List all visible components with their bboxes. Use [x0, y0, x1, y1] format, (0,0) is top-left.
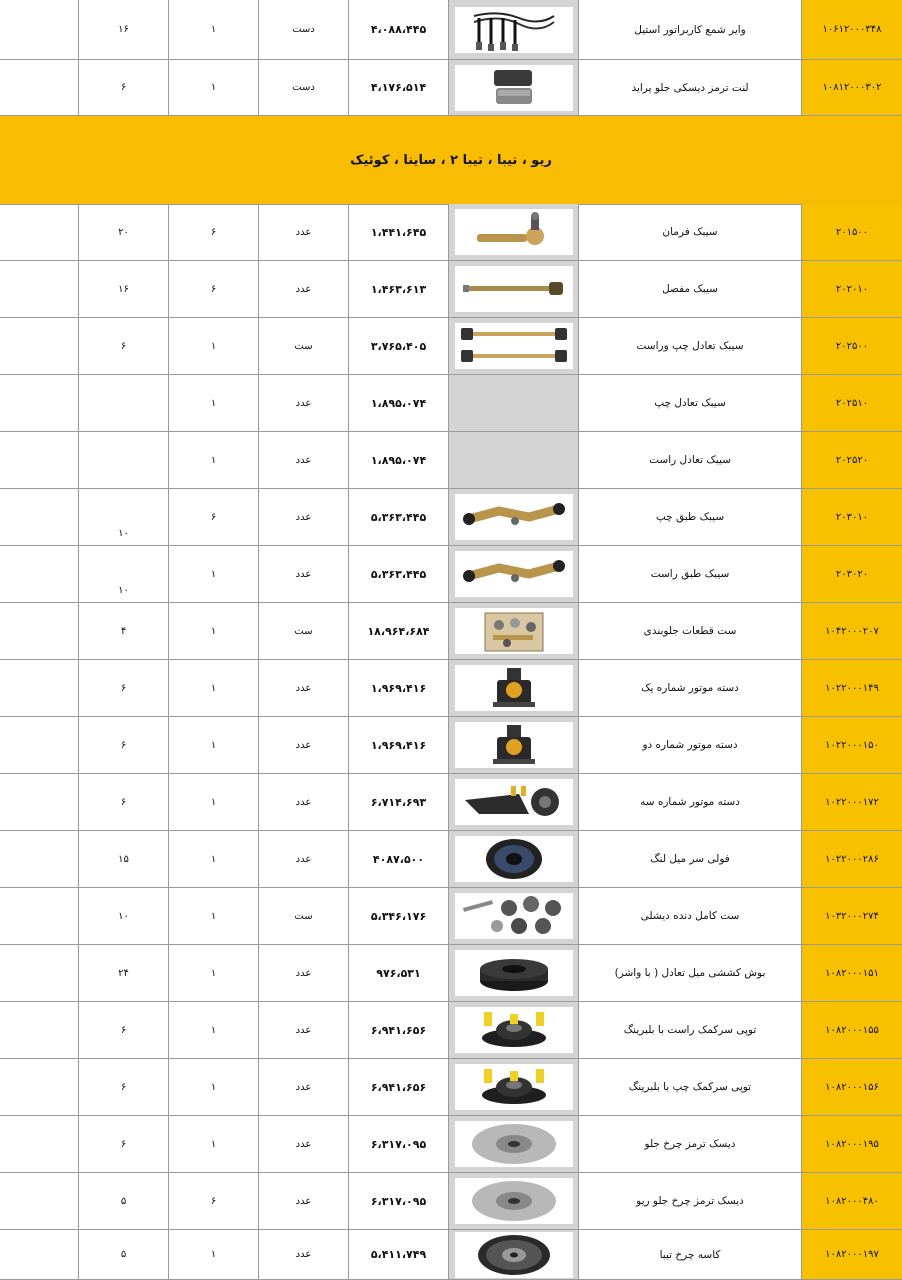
product-code: ۲۰۲۵۱۰: [801, 375, 902, 431]
stock-cell: [0, 489, 78, 545]
product-code: ۱۰۸۲۰۰۰۴۸۰: [801, 1173, 902, 1229]
unit-label: عدد: [258, 432, 348, 488]
pack-count: ۱: [168, 1230, 258, 1279]
product-image-cell: [448, 717, 578, 773]
stock-quantity: ۵: [78, 1173, 168, 1229]
product-name: سیبک تعادل چپ وراست: [578, 318, 801, 374]
product-name: سیبک طبق چپ: [578, 489, 801, 545]
table-row: [0, 660, 902, 717]
stock-quantity: ۶: [78, 60, 168, 115]
price: ۱،۴۴۱،۶۴۵: [348, 204, 448, 260]
product-image-cell: [448, 1173, 578, 1229]
table-row: [0, 774, 902, 831]
price: ۴۰۸۷،۵۰۰: [348, 831, 448, 887]
table-row: [0, 318, 902, 375]
stock-cell: [0, 1059, 78, 1115]
empty-image-slot: [455, 437, 573, 483]
stock-cell: [0, 717, 78, 773]
product-name: سیبک مفصل: [578, 261, 801, 317]
product-image-cell: [448, 831, 578, 887]
product-image-cell: [448, 945, 578, 1001]
stock-cell: [0, 1002, 78, 1058]
product-code: ۲۰۲۵۲۰: [801, 432, 902, 488]
price: ۱،۴۶۳،۶۱۳: [348, 261, 448, 317]
product-code: ۱۰۸۲۰۰۰۱۹۵: [801, 1116, 902, 1172]
differential-gears-icon: [455, 893, 573, 939]
stock-quantity: ۶: [78, 660, 168, 716]
table-row: [0, 603, 902, 660]
price: ۶،۷۱۴،۶۹۳: [348, 774, 448, 830]
price: ۱،۸۹۵،۰۷۴: [348, 375, 448, 431]
pack-count: ۱: [168, 0, 258, 59]
unit-label: عدد: [258, 1173, 348, 1229]
pack-count: ۶: [168, 489, 258, 545]
empty-image-slot: [455, 380, 573, 426]
product-name: سیبک تعادل چپ: [578, 375, 801, 431]
pack-count: ۱: [168, 1116, 258, 1172]
stock-cell: [0, 546, 78, 602]
unit-label: ست: [258, 603, 348, 659]
product-image-cell: [448, 261, 578, 317]
product-name: بوش کششی میل تعادل ( با واشر): [578, 945, 801, 1001]
table-row: [0, 546, 902, 603]
pack-count: ۱: [168, 774, 258, 830]
product-name: لنت ترمز دیسکی جلو پراید: [578, 60, 801, 115]
engine-mount-icon: [455, 665, 573, 711]
product-image-cell: [448, 204, 578, 260]
product-name: سیبک فرمان: [578, 204, 801, 260]
stock-quantity: ۲۰: [78, 204, 168, 260]
pulley-icon: [455, 836, 573, 882]
bushing-icon: [455, 950, 573, 996]
product-code: ۱۰۲۲۰۰۰۱۷۲: [801, 774, 902, 830]
stock-cell: [0, 831, 78, 887]
table-row: [0, 1230, 902, 1280]
inner-tie-rod-icon: [455, 266, 573, 312]
stock-quantity: ۶: [78, 318, 168, 374]
product-code: ۱۰۲۲۰۰۰۱۴۹: [801, 660, 902, 716]
product-code: ۱۰۸۱۲۰۰۰۳۰۲: [801, 60, 902, 115]
stock-quantity: ۱۶: [78, 261, 168, 317]
product-code: ۱۰۸۲۰۰۰۱۵۶: [801, 1059, 902, 1115]
stock-cell: [0, 261, 78, 317]
brake-pad-icon: [455, 65, 573, 111]
unit-label: عدد: [258, 945, 348, 1001]
section-banner: [0, 116, 902, 205]
product-code: ۱۰۸۲۰۰۰۱۹۷: [801, 1230, 902, 1279]
pack-count: ۱: [168, 945, 258, 1001]
stock-cell: [0, 318, 78, 374]
price: ۵،۳۶۳،۴۴۵: [348, 489, 448, 545]
pack-count: ۱: [168, 888, 258, 944]
unit-label: عدد: [258, 1116, 348, 1172]
product-code: ۲۰۱۵۰۰: [801, 204, 902, 260]
pack-count: ۱: [168, 603, 258, 659]
product-image-cell: [448, 546, 578, 602]
stabilizer-links-icon: [455, 323, 573, 369]
product-image-cell: [448, 774, 578, 830]
unit-label: عدد: [258, 1002, 348, 1058]
pack-count: ۶: [168, 1173, 258, 1229]
stock-cell: [0, 888, 78, 944]
stock-cell: [0, 432, 78, 488]
pack-count: ۱: [168, 375, 258, 431]
product-image-cell: [448, 1059, 578, 1115]
price: ۱،۹۶۹،۴۱۶: [348, 660, 448, 716]
pack-count: ۱: [168, 60, 258, 115]
stock-cell: [0, 1116, 78, 1172]
unit-label: عدد: [258, 717, 348, 773]
product-image-cell: [448, 660, 578, 716]
stock-quantity: ۶: [78, 1116, 168, 1172]
unit-label: دست: [258, 0, 348, 59]
pack-count: ۱: [168, 1059, 258, 1115]
product-image-cell: [448, 489, 578, 545]
suspension-kit-icon: [455, 608, 573, 654]
stock-quantity: ۵: [78, 1230, 168, 1279]
pack-count: ۱: [168, 546, 258, 602]
tie-rod-end-icon: [455, 209, 573, 255]
unit-label: ست: [258, 888, 348, 944]
product-name: دسته موتور شماره سه: [578, 774, 801, 830]
product-name: فولی سر میل لنگ: [578, 831, 801, 887]
product-image-cell: [448, 432, 578, 488]
product-name: دسته موتور شماره یک: [578, 660, 801, 716]
unit-label: عدد: [258, 1059, 348, 1115]
stock-cell: [0, 1173, 78, 1229]
unit-label: عدد: [258, 489, 348, 545]
product-code: ۲۰۳۰۲۰: [801, 546, 902, 602]
stock-cell: [0, 774, 78, 830]
product-code: ۱۰۴۲۰۰۰۲۰۷: [801, 603, 902, 659]
unit-label: عدد: [258, 774, 348, 830]
stock-cell: [0, 204, 78, 260]
product-image-cell: [448, 603, 578, 659]
product-code: ۲۰۲۵۰۰: [801, 318, 902, 374]
table-row: [0, 261, 902, 318]
stock-quantity: [78, 432, 168, 488]
product-name: توپی سرکمک راست با بلبرینگ: [578, 1002, 801, 1058]
stock-quantity: ۶: [78, 1059, 168, 1115]
product-name: کاسه چرخ تیبا: [578, 1230, 801, 1279]
product-code: ۲۰۳۰۱۰: [801, 489, 902, 545]
price: ۱۸،۹۶۴،۶۸۴: [348, 603, 448, 659]
unit-label: عدد: [258, 261, 348, 317]
engine-mount-icon: [455, 722, 573, 768]
pack-count: ۶: [168, 261, 258, 317]
stock-quantity: ۶: [78, 1002, 168, 1058]
table-row: [0, 1059, 902, 1116]
product-code: ۱۰۲۲۰۰۰۲۸۶: [801, 831, 902, 887]
unit-label: عدد: [258, 831, 348, 887]
price: ۶،۳۱۷،۰۹۵: [348, 1173, 448, 1229]
table-row: [0, 432, 902, 489]
price: ۹۷۶،۵۳۱: [348, 945, 448, 1001]
control-arm-icon: [455, 494, 573, 540]
pack-count: ۱: [168, 717, 258, 773]
price: ۵،۳۴۶،۱۷۶: [348, 888, 448, 944]
unit-label: عدد: [258, 1230, 348, 1279]
unit-label: عدد: [258, 660, 348, 716]
table-row: [0, 888, 902, 945]
price: ۶،۹۴۱،۶۵۶: [348, 1002, 448, 1058]
product-code: ۲۰۲۰۱۰: [801, 261, 902, 317]
table-row: [0, 375, 902, 432]
product-image-cell: [448, 888, 578, 944]
product-code: ۱۰۶۱۲۰۰۰۳۴۸: [801, 0, 902, 59]
stock-cell: [0, 375, 78, 431]
pack-count: ۱: [168, 432, 258, 488]
price: ۵،۴۱۱،۷۴۹: [348, 1230, 448, 1279]
section-title: ریو ، تیبا ، تیبا ۲ ، ساینا ، کوئیک: [350, 152, 552, 168]
stock-cell: [0, 660, 78, 716]
pack-count: ۶: [168, 204, 258, 260]
price: ۳،۷۶۵،۴۰۵: [348, 318, 448, 374]
stock-cell: [0, 945, 78, 1001]
pack-count: ۱: [168, 318, 258, 374]
product-name: دیسک ترمز چرخ جلو: [578, 1116, 801, 1172]
stock-cell: [0, 603, 78, 659]
price: ۱،۸۹۵،۰۷۴: [348, 432, 448, 488]
product-image-cell: [448, 318, 578, 374]
product-image-cell: [448, 0, 578, 59]
price: ۵،۳۶۳،۴۴۵: [348, 546, 448, 602]
unit-label: عدد: [258, 204, 348, 260]
table-row: [0, 831, 902, 888]
product-name: ست کامل دنده دیشلی: [578, 888, 801, 944]
product-name: وایر شمع کاربراتور استیل: [578, 0, 801, 59]
stock-quantity: ۴: [78, 603, 168, 659]
stock-cell: [0, 60, 78, 115]
product-code: ۱۰۲۲۰۰۰۱۵۰: [801, 717, 902, 773]
price: ۶،۹۴۱،۶۵۶: [348, 1059, 448, 1115]
unit-label: دست: [258, 60, 348, 115]
product-code: ۱۰۸۲۰۰۰۱۵۱: [801, 945, 902, 1001]
unit-label: ست: [258, 318, 348, 374]
strut-mount-icon: [455, 1007, 573, 1053]
table-row: [0, 60, 902, 116]
pack-count: ۱: [168, 1002, 258, 1058]
brake-disc-icon: [455, 1178, 573, 1224]
pack-count: ۱: [168, 831, 258, 887]
spark-wires-icon: [455, 7, 573, 53]
product-name: سیبک طبق راست: [578, 546, 801, 602]
price: ۴،۰۸۸،۴۴۵: [348, 0, 448, 59]
stock-quantity: ۱۰: [78, 489, 168, 545]
table-row: [0, 945, 902, 1002]
stock-quantity: ۱۰: [78, 546, 168, 602]
table-row: [0, 204, 902, 261]
engine-mount-bracket-icon: [455, 779, 573, 825]
stock-quantity: ۶: [78, 717, 168, 773]
strut-mount-icon: [455, 1064, 573, 1110]
product-code: ۱۰۳۲۰۰۰۲۷۴: [801, 888, 902, 944]
unit-label: عدد: [258, 375, 348, 431]
table-row: [0, 1002, 902, 1059]
table-row: [0, 717, 902, 774]
brake-drum-icon: [455, 1232, 573, 1278]
product-name: ست قطعات جلوبندی: [578, 603, 801, 659]
product-image-cell: [448, 1230, 578, 1279]
product-image-cell: [448, 375, 578, 431]
stock-quantity: [78, 375, 168, 431]
unit-label: عدد: [258, 546, 348, 602]
stock-quantity: ۲۴: [78, 945, 168, 1001]
product-name: دسته موتور شماره دو: [578, 717, 801, 773]
stock-quantity: ۶: [78, 774, 168, 830]
pack-count: ۱: [168, 660, 258, 716]
stock-cell: [0, 0, 78, 59]
table-row: [0, 1173, 902, 1230]
product-code: ۱۰۸۲۰۰۰۱۵۵: [801, 1002, 902, 1058]
table-row: [0, 1116, 902, 1173]
product-name: دیسک ترمز چرخ جلو ریو: [578, 1173, 801, 1229]
table-row: [0, 489, 902, 546]
product-image-cell: [448, 60, 578, 115]
stock-quantity: ۱۶: [78, 0, 168, 59]
product-name: سیبک تعادل راست: [578, 432, 801, 488]
table-row: [0, 0, 902, 60]
price: ۱،۹۶۹،۴۱۶: [348, 717, 448, 773]
product-name: توپی سرکمک چپ با بلبرینگ: [578, 1059, 801, 1115]
stock-quantity: ۱۵: [78, 831, 168, 887]
stock-cell: [0, 1230, 78, 1279]
product-image-cell: [448, 1002, 578, 1058]
control-arm-icon: [455, 551, 573, 597]
price: ۶،۳۱۷،۰۹۵: [348, 1116, 448, 1172]
price: ۴،۱۷۶،۵۱۴: [348, 60, 448, 115]
stock-quantity: ۱۰: [78, 888, 168, 944]
brake-disc-icon: [455, 1121, 573, 1167]
product-image-cell: [448, 1116, 578, 1172]
